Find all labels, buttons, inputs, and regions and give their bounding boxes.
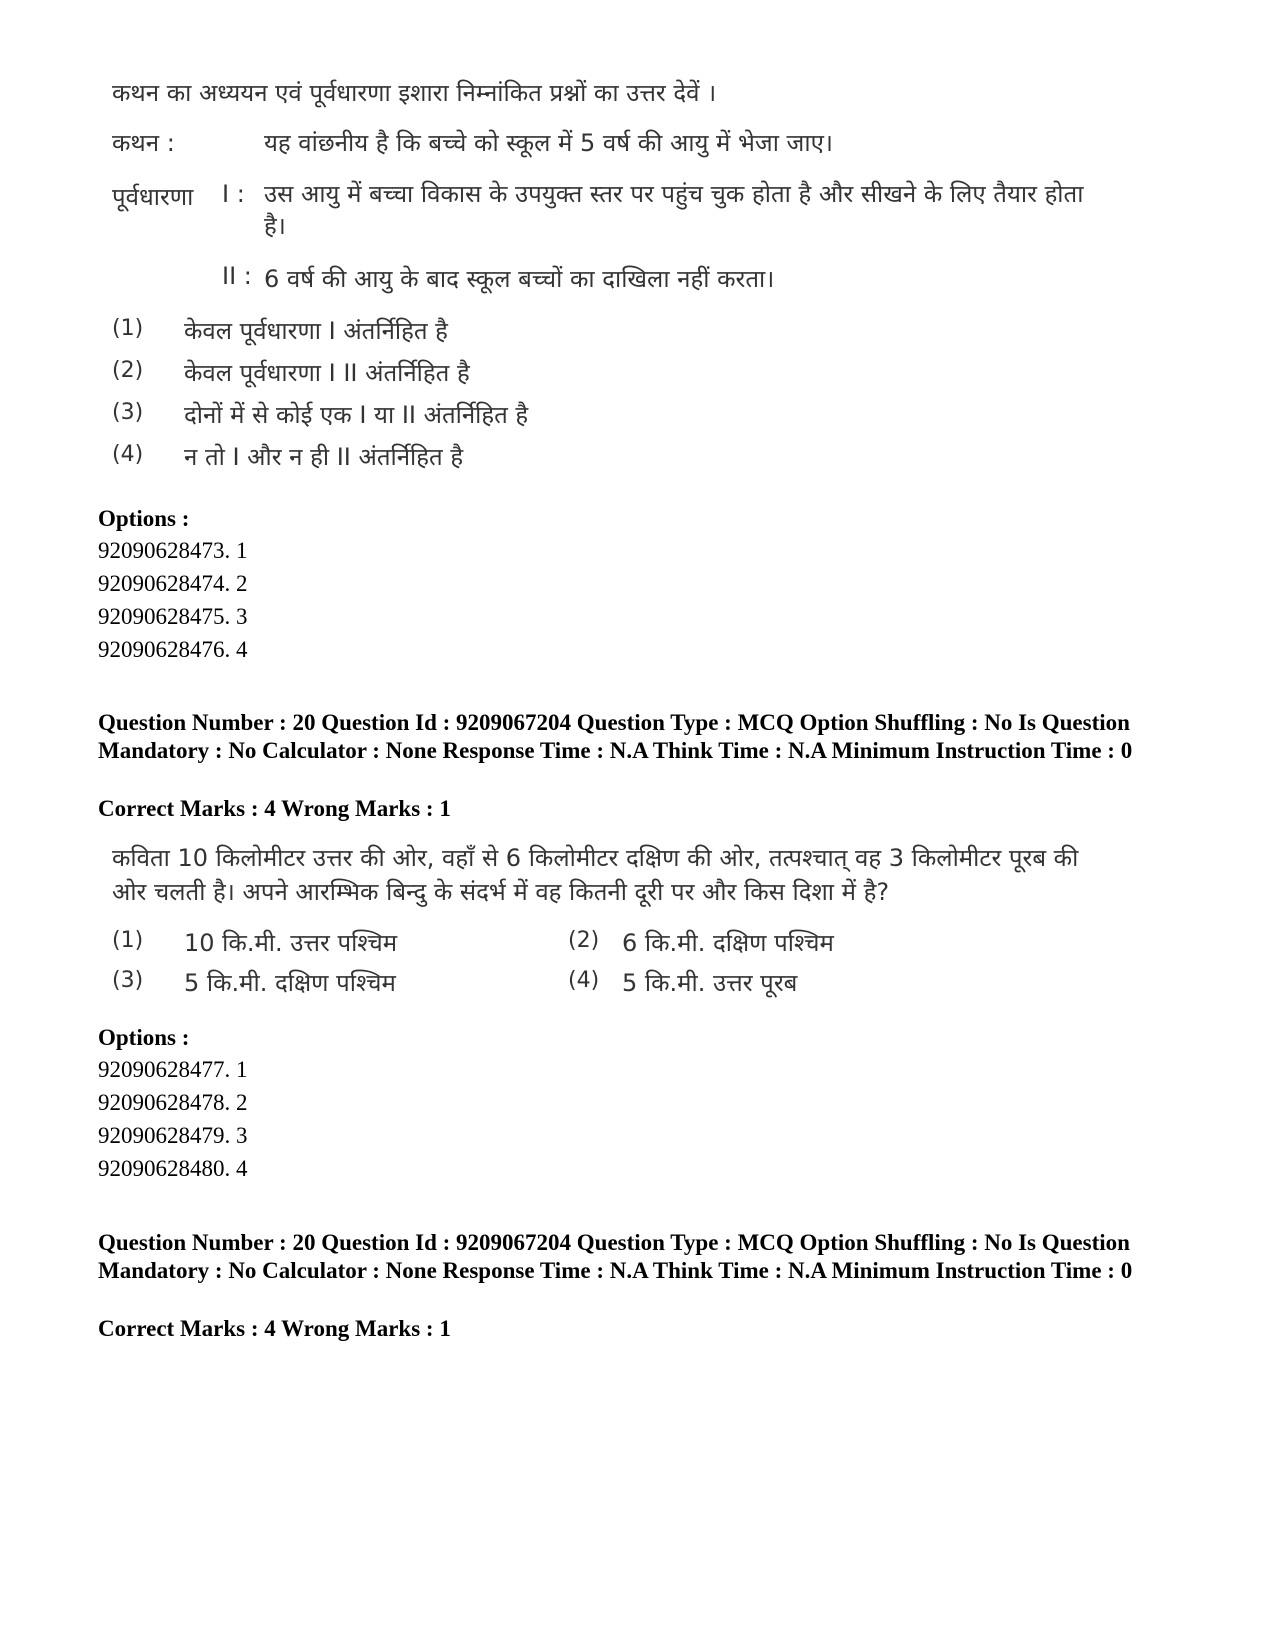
choice-text: 5 कि.मी. उत्तर पूरब [622, 969, 798, 997]
options-heading: Options : [98, 506, 190, 531]
question-meta: Question Number : 20 Question Id : 9209067204 Question Type : MCQ Option Shuffling : No Is Question Mandatory : No Calculator : None Response Time : N.A Think Time : N.A Minimum Instruction Time : 0 [98, 1230, 1133, 1283]
question-instruction: कथन का अध्ययन एवं पूर्वधारणा इशारा निम्नांकित प्रश्नों का उत्तर देवें । [112, 79, 717, 107]
choice-text: 5 कि.मी. दक्षिण पश्चिम [184, 969, 396, 997]
assumption-2-marker: II : [222, 262, 252, 290]
choice-number: (2) [112, 358, 144, 383]
question-marks: Correct Marks : 4 Wrong Marks : 1 [98, 1316, 451, 1341]
choice-text: केवल पूर्वधारणा I अंतर्निहित है [184, 317, 448, 345]
choice-text: 10 कि.मी. उत्तर पश्चिम [184, 929, 398, 957]
question-meta: Question Number : 20 Question Id : 9209067204 Question Type : MCQ Option Shuffling : No Is Question Mandatory : No Calculator : None Response Time : N.A Think Time : N.A Minimum Instruction Time : 0 [98, 710, 1133, 763]
assumption-1-text: उस आयु में बच्चा विकास के उपयुक्त स्तर पर पहुंच चुक होता है और सीखने के लिए तैयार होता है। [264, 180, 1084, 240]
choice-number: (3) [112, 968, 144, 993]
options-heading: Options : [98, 1025, 190, 1050]
option-item: 92090628474. 2 [98, 571, 248, 596]
option-item: 92090628477. 1 [98, 1057, 248, 1082]
choice-number: (2) [568, 928, 600, 953]
choice-text: 6 कि.मी. दक्षिण पश्चिम [622, 929, 834, 957]
choice-text: न तो I और न ही II अंतर्निहित है [184, 443, 464, 471]
choice-text: दोनों में से कोई एक I या II अंतर्निहित है [184, 401, 529, 429]
statement-label: कथन : [112, 129, 175, 157]
option-item: 92090628480. 4 [98, 1156, 248, 1181]
question-text: कविता 10 किलोमीटर उत्तर की ओर, वहाँ से 6 किलोमीटर दक्षिण की ओर, तत्पश्चात् वह 3 किलोमीटर पूरब की ओर चलती है। अपने आरम्भिक बिन्दु के संदर्भ में वह कितनी दूरी पर और किस दिशा में है? [112, 844, 1079, 906]
option-item: 92090628475. 3 [98, 604, 248, 629]
assumption-2-text: 6 वर्ष की आयु के बाद स्कूल बच्चों का दाखिला नहीं करता। [264, 265, 775, 293]
choice-number: (1) [112, 928, 144, 953]
choice-number: (4) [568, 968, 600, 993]
question-marks: Correct Marks : 4 Wrong Marks : 1 [98, 796, 451, 821]
choice-number: (1) [112, 316, 144, 341]
option-item: 92090628478. 2 [98, 1090, 248, 1115]
choice-number: (4) [112, 442, 144, 467]
choice-number: (3) [112, 400, 144, 425]
option-item: 92090628473. 1 [98, 538, 248, 563]
choice-text: केवल पूर्वधारणा I II अंतर्निहित है [184, 359, 470, 387]
option-item: 92090628479. 3 [98, 1123, 248, 1148]
assumption-1-marker: I : [222, 180, 245, 208]
assumption-label: पूर्वधारणा [112, 183, 194, 211]
option-item: 92090628476. 4 [98, 637, 248, 662]
statement-text: यह वांछनीय है कि बच्चे को स्कूल में 5 वर्ष की आयु में भेजा जाए। [264, 129, 833, 157]
